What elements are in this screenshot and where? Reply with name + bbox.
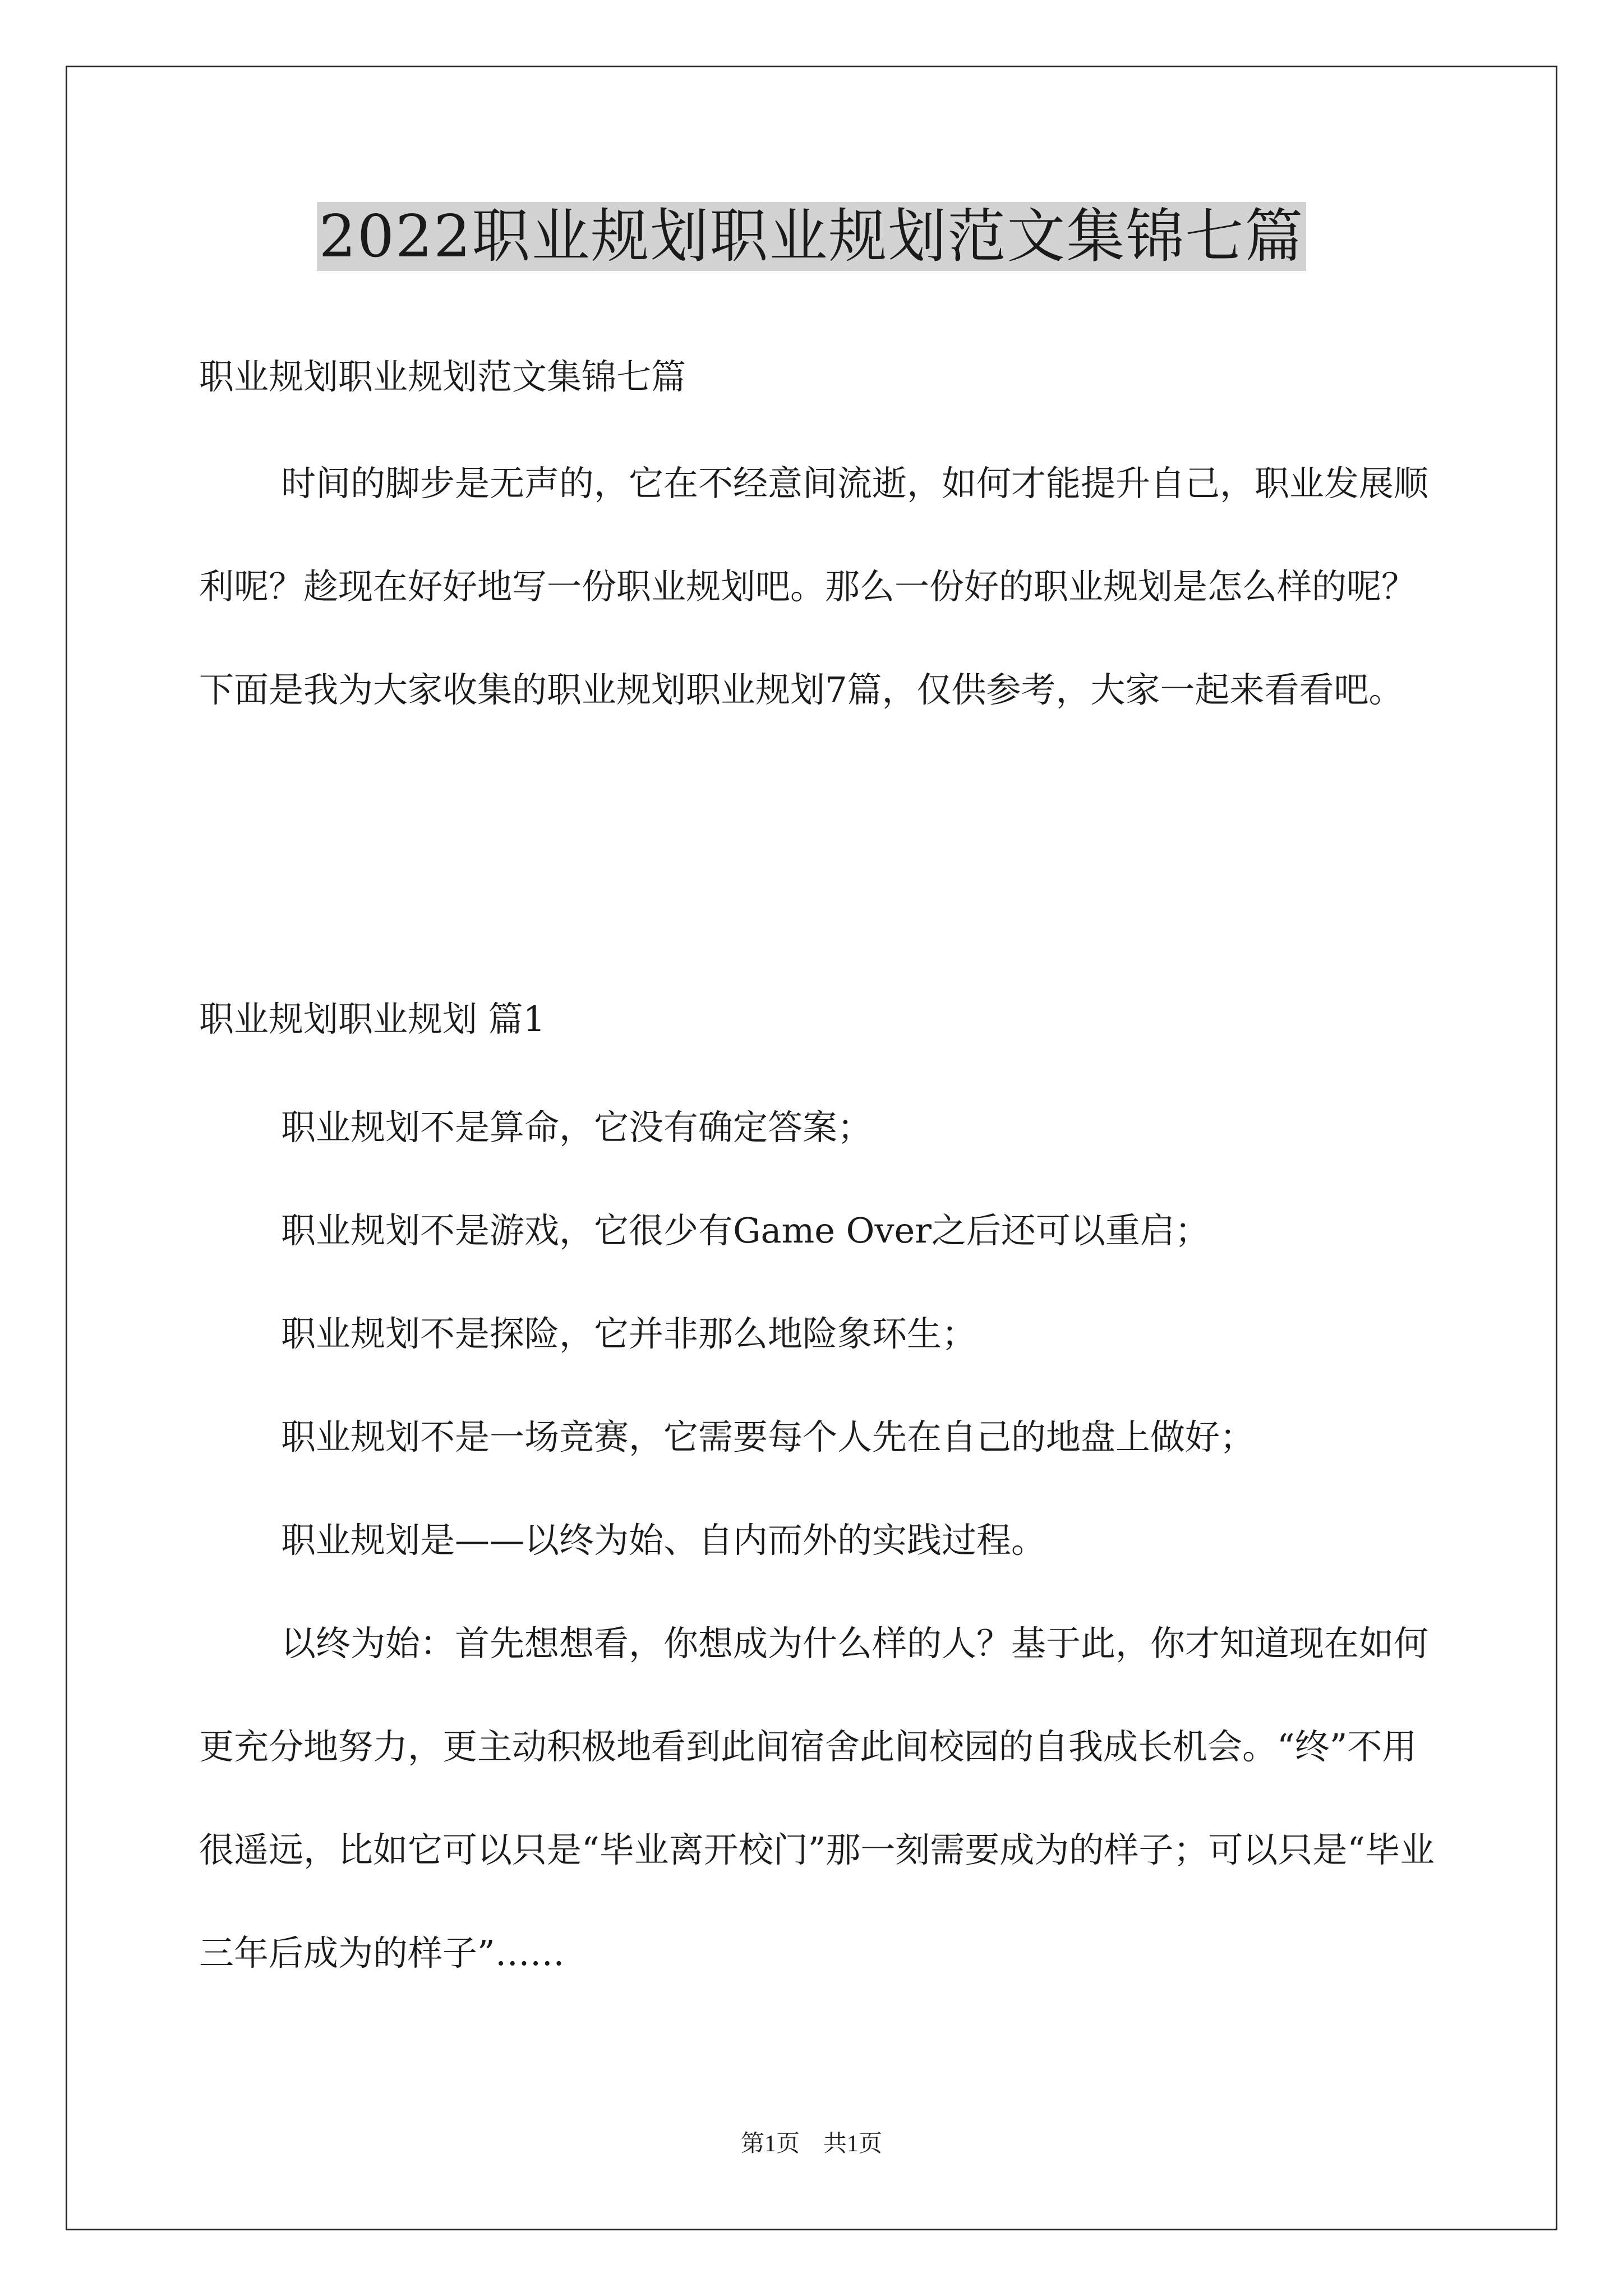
intro-section (199, 432, 1438, 742)
intro-paragraph: 时间的脚步是无声的，它在不经意间流逝，如何才能提升自己，职业发展顺利呢？趁现在好好地写一份职业规划吧。那么一份好的职业规划是怎么样的呢？下面是我为大家收集的职业规划职业规划7篇，仅供参考，大家一起来看看吧。 (199, 463, 1429, 710)
paragraph: 职业规划不是探险，它并非那么地险象环生； (281, 1313, 977, 1354)
document-title-text: 2022职业规划职业规划范文集锦七篇 (317, 202, 1307, 271)
paragraph: 职业规划是——以终为始、自内而外的实践过程。 (281, 1520, 1046, 1561)
page-number: 第1页 共1页 (740, 2131, 882, 2157)
document-title (0, 202, 1623, 271)
paragraph: 以终为始：首先想想看，你想成为什么样的人？基于此，你才知道现在如何更充分地努力，更主动积极地看到此间宿舍此间校园的自我成长机会。“终”不用很遥远，比如它可以只是“毕业离开校门”那一刻需要成为的样子；可以只是“毕业三年后成为的样子”…… (199, 1623, 1435, 1973)
paragraph: 职业规划不是一场竞赛，它需要每个人先在自己的地盘上做好； (281, 1416, 1255, 1457)
paragraph: 职业规划不是算命，它没有确定答案； (281, 1107, 873, 1148)
section-heading: 职业规划职业规划 篇1 (199, 999, 546, 1039)
document-subtitle: 职业规划职业规划范文集锦七篇 (199, 356, 686, 397)
paragraph: 职业规划不是游戏，它很少有Game Over之后还可以重启； (281, 1210, 1210, 1251)
section-body (199, 1076, 1438, 2005)
